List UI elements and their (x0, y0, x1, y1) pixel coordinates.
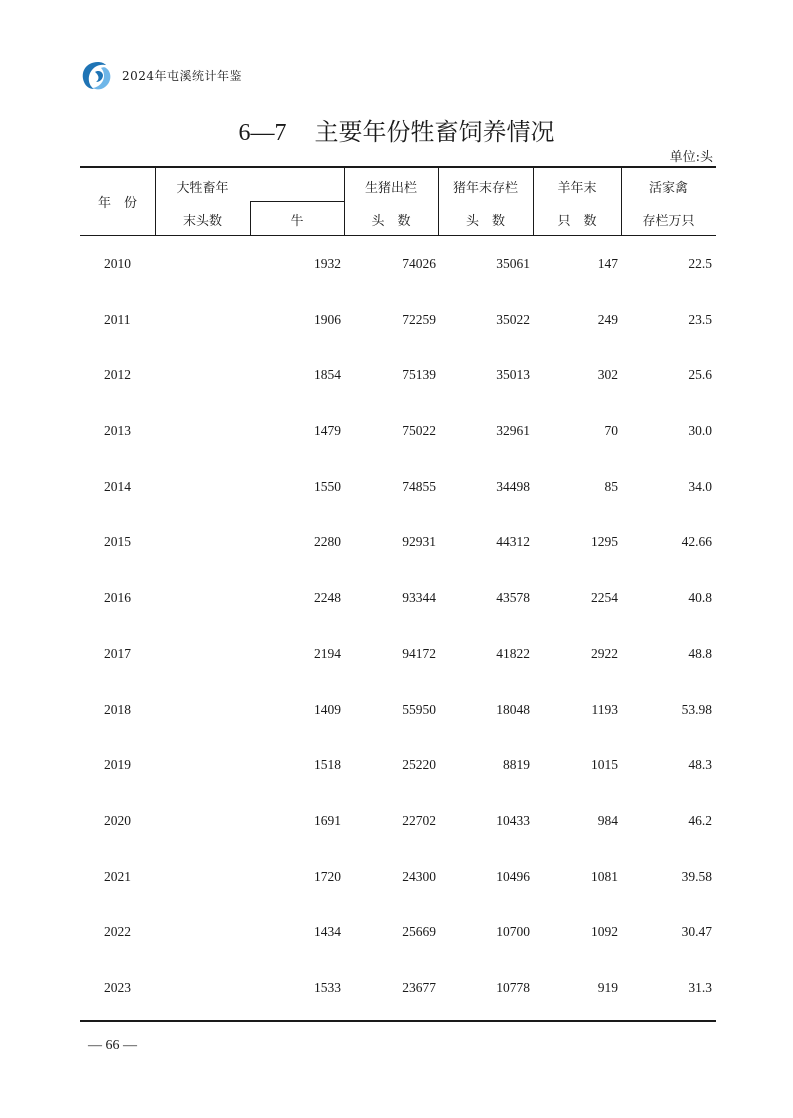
table-row (80, 904, 716, 960)
cell-pig-out: 74026 (402, 256, 436, 271)
table-row (80, 960, 716, 1016)
cell-pig-out: 94172 (402, 645, 436, 661)
cell-poultry: 30.0 (688, 423, 712, 439)
cell-year: 2023 (104, 979, 131, 995)
cell-pig-out: 93344 (402, 590, 436, 606)
table-row (80, 514, 716, 570)
cell-sheep: 1092 (591, 924, 618, 940)
cell-pig-stock: 32961 (496, 423, 530, 439)
header-sheep-bottom: 只 数 (557, 213, 597, 229)
cell-cattle: 2194 (314, 645, 341, 661)
cell-pig-stock: 18048 (496, 701, 530, 717)
cell-year: 2018 (104, 701, 131, 717)
table-row (80, 737, 716, 793)
cell-year: 2020 (104, 812, 131, 828)
cell-sheep: 984 (597, 812, 618, 828)
cell-year: 2013 (104, 423, 131, 439)
cell-cattle: 2248 (314, 590, 341, 606)
header-pig-stock-bottom: 头 数 (465, 213, 505, 229)
table-row (80, 347, 716, 403)
cell-pig-stock: 44312 (496, 534, 530, 550)
cell-poultry: 46.2 (688, 812, 712, 828)
cell-pig-out: 24300 (402, 868, 436, 884)
cell-sheep: 302 (597, 367, 618, 383)
table-row (80, 403, 716, 459)
cell-pig-stock: 35022 (496, 311, 530, 327)
cell-year: 2021 (104, 868, 131, 884)
cell-sheep: 1081 (591, 868, 618, 884)
cell-sheep: 1295 (591, 534, 618, 550)
header-poultry-bottom: 存栏万只 (642, 213, 695, 229)
cell-poultry: 39.58 (681, 868, 712, 884)
page-number: — 66 — (88, 1038, 137, 1053)
cell-poultry: 48.8 (688, 645, 712, 661)
cell-pig-out: 22702 (402, 812, 436, 828)
cell-sheep: 1193 (591, 701, 618, 717)
header-pig-out-top: 生猪出栏 (364, 180, 417, 196)
table-header (80, 168, 716, 236)
cell-pig-stock: 10700 (496, 924, 530, 940)
cell-pig-stock: 10496 (496, 868, 530, 884)
cell-cattle: 1691 (314, 812, 341, 828)
cell-year: 2011 (104, 311, 131, 327)
cell-pig-out: 55950 (402, 701, 436, 717)
page-header (78, 58, 242, 92)
cell-sheep: 2254 (591, 590, 618, 606)
cell-year: 2017 (104, 645, 131, 661)
cell-sheep: 70 (604, 423, 618, 439)
table-number: 6—7 (238, 120, 287, 146)
cell-pig-out: 25220 (402, 757, 436, 773)
cell-pig-out: 23677 (402, 979, 436, 995)
cell-poultry: 22.5 (688, 256, 712, 271)
header-pig-out-bottom: 头 数 (371, 213, 411, 229)
cell-year: 2010 (104, 256, 131, 271)
cell-cattle: 1518 (314, 757, 341, 773)
header-cattle: 牛 (290, 213, 304, 229)
cell-poultry: 40.8 (688, 590, 712, 606)
cell-sheep: 2922 (591, 645, 618, 661)
cell-sheep: 249 (597, 311, 618, 327)
cell-poultry: 31.3 (688, 979, 712, 995)
header-year: 年 份 (97, 196, 137, 211)
cell-year: 2019 (104, 757, 131, 773)
cell-pig-stock: 43578 (496, 590, 530, 606)
cell-cattle: 1906 (314, 311, 341, 327)
cell-pig-out: 25669 (402, 924, 436, 940)
cell-pig-stock: 10778 (496, 979, 530, 995)
cell-cattle: 1533 (314, 979, 341, 995)
cell-cattle: 1550 (314, 478, 341, 494)
header-sheep-top: 羊年末 (557, 180, 597, 196)
table-row (80, 570, 716, 626)
table-bottom-rule (80, 1020, 716, 1022)
header-livestock-top: 大牲畜年 (176, 180, 229, 196)
cell-pig-out: 92931 (402, 534, 436, 550)
table-row (80, 459, 716, 515)
cell-pig-stock: 10433 (496, 812, 530, 828)
table-row (80, 292, 716, 348)
cell-year: 2012 (104, 367, 131, 383)
cell-year: 2015 (104, 534, 131, 550)
header-subrule (250, 201, 344, 202)
cell-poultry: 42.66 (681, 534, 712, 550)
cell-year: 2016 (104, 590, 131, 606)
cell-sheep: 1015 (591, 757, 618, 773)
cell-poultry: 53.98 (681, 701, 712, 717)
header-poultry-top: 活家禽 (648, 180, 688, 196)
unit-label: 单位:头 (669, 150, 713, 165)
table-row (80, 849, 716, 905)
cell-cattle: 1932 (314, 256, 341, 271)
cell-pig-out: 75139 (402, 367, 436, 383)
cell-poultry: 48.3 (688, 757, 712, 773)
cell-pig-out: 75022 (402, 423, 436, 439)
cell-cattle: 1854 (314, 367, 341, 383)
cell-pig-stock: 35061 (496, 256, 530, 271)
table-title (0, 112, 793, 147)
cell-sheep: 919 (597, 979, 618, 995)
cell-poultry: 34.0 (688, 478, 712, 494)
cell-pig-stock: 34498 (496, 478, 530, 494)
cell-cattle: 1720 (314, 868, 341, 884)
cell-pig-stock: 35013 (496, 367, 530, 383)
cell-pig-out: 74855 (402, 478, 436, 494)
yearbook-logo-icon (78, 58, 116, 92)
table-title-text: 主要年份牲畜饲养情况 (314, 118, 555, 146)
cell-cattle: 2280 (314, 534, 341, 550)
table-row (80, 626, 716, 682)
cell-pig-stock: 8819 (503, 757, 530, 773)
cell-cattle: 1434 (314, 924, 341, 940)
cell-poultry: 23.5 (688, 311, 712, 327)
cell-cattle: 1479 (314, 423, 341, 439)
cell-year: 2014 (104, 478, 131, 494)
table-row (80, 682, 716, 738)
livestock-table (80, 166, 716, 1022)
cell-poultry: 25.6 (688, 367, 712, 383)
cell-sheep: 85 (604, 478, 618, 494)
table-body (80, 236, 716, 1016)
cell-pig-out: 72259 (402, 311, 436, 327)
header-pig-stock-top: 猪年末存栏 (452, 180, 518, 196)
cell-sheep: 147 (597, 256, 618, 271)
cell-year: 2022 (104, 924, 131, 940)
table-row (80, 793, 716, 849)
cell-poultry: 30.47 (681, 924, 712, 940)
book-title: 2024年屯溪统计年鉴 (122, 68, 243, 83)
table-row (80, 236, 716, 292)
cell-cattle: 1409 (314, 701, 341, 717)
header-livestock-bottom: 末头数 (182, 213, 222, 229)
cell-pig-stock: 41822 (496, 645, 530, 661)
